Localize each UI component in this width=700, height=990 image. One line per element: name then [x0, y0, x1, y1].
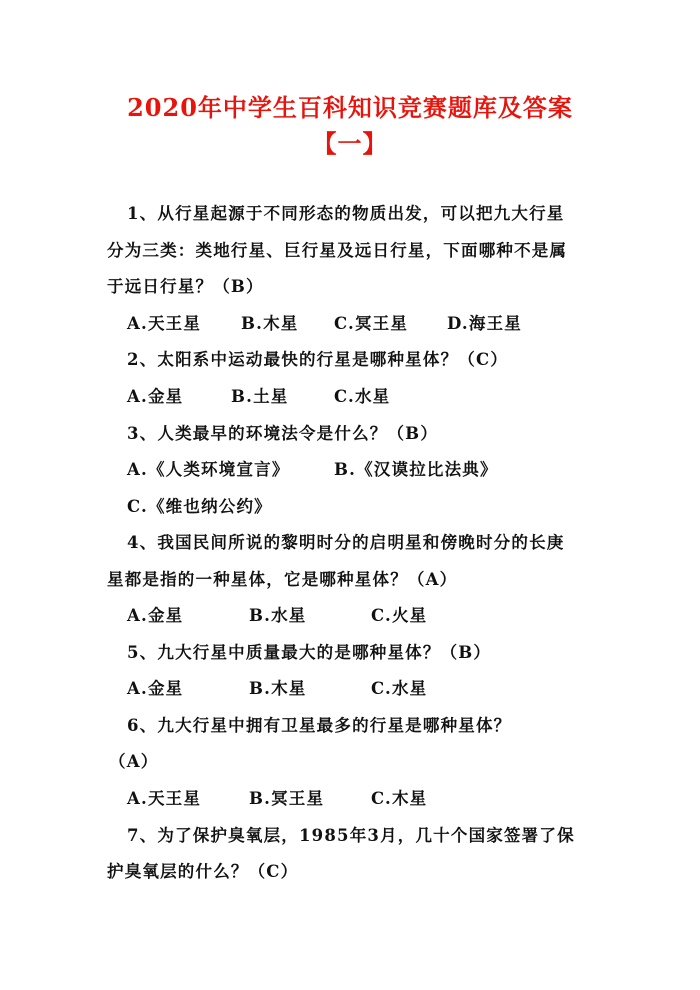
option-b: B.木星 — [249, 679, 307, 698]
option-a: A.天王星 — [127, 314, 202, 333]
question-3-option-c: C.《维也纳公约》 — [127, 497, 272, 516]
option-a: A.金星 — [127, 606, 184, 625]
question-4-line-2: 星都是指的一种星体，它是哪种星体？（A） — [107, 570, 458, 589]
option-c: C.冥王星 — [334, 314, 409, 333]
question-5-line-1: 5、九大行星中质量最大的是哪种星体？（B） — [127, 643, 492, 662]
option-c: C.木星 — [371, 789, 428, 808]
option-a: A.金星 — [127, 387, 184, 406]
question-1-options — [127, 313, 522, 335]
option-c: C.水星 — [371, 679, 428, 698]
option-b: B.土星 — [231, 387, 289, 406]
option-b: B.《汉谟拉比法典》 — [334, 460, 498, 479]
question-3-line-1: 3、人类最早的环境法令是什么？（B） — [127, 424, 439, 443]
document-title: 2020年中学生百科知识竞赛题库及答案 — [127, 93, 573, 122]
question-3-options — [127, 459, 498, 481]
option-a: A.《人类环境宣言》 — [127, 460, 290, 479]
question-6-options — [127, 788, 427, 810]
document-title-part: 【一】 — [312, 129, 388, 158]
option-d: D.海王星 — [447, 314, 522, 333]
question-2-options — [127, 386, 390, 408]
option-a: A.金星 — [127, 679, 184, 698]
question-5-options — [127, 678, 427, 700]
option-c: C.火星 — [371, 606, 428, 625]
question-7-line-1: 7、为了保护臭氧层，1985年3月，几十个国家签署了保 — [127, 826, 575, 845]
option-a: A.天王星 — [127, 789, 202, 808]
option-b: B.冥王星 — [249, 789, 325, 808]
question-1-line-1: 1、从行星起源于不同形态的物质出发，可以把九大行星 — [127, 204, 565, 223]
question-4-line-1: 4、我国民间所说的黎明时分的启明星和傍晚时分的长庚 — [127, 533, 565, 552]
question-7-line-2: 护臭氧层的什么？（C） — [107, 862, 299, 881]
question-1-line-3: 于远日行星？（B） — [107, 277, 264, 296]
option-b: B.水星 — [249, 606, 307, 625]
question-4-options — [127, 605, 427, 627]
question-6-line-2: （A） — [109, 752, 159, 771]
question-6-line-1: 6、九大行星中拥有卫星最多的行星是哪种星体？ — [127, 716, 512, 735]
question-2-line-1: 2、太阳系中运动最快的行星是哪种星体？（C） — [127, 350, 509, 369]
option-c: C.水星 — [334, 387, 391, 406]
question-1-line-2: 分为三类：类地行星、巨行星及远日行星，下面哪种不是属 — [107, 241, 568, 260]
option-b: B.木星 — [241, 314, 299, 333]
